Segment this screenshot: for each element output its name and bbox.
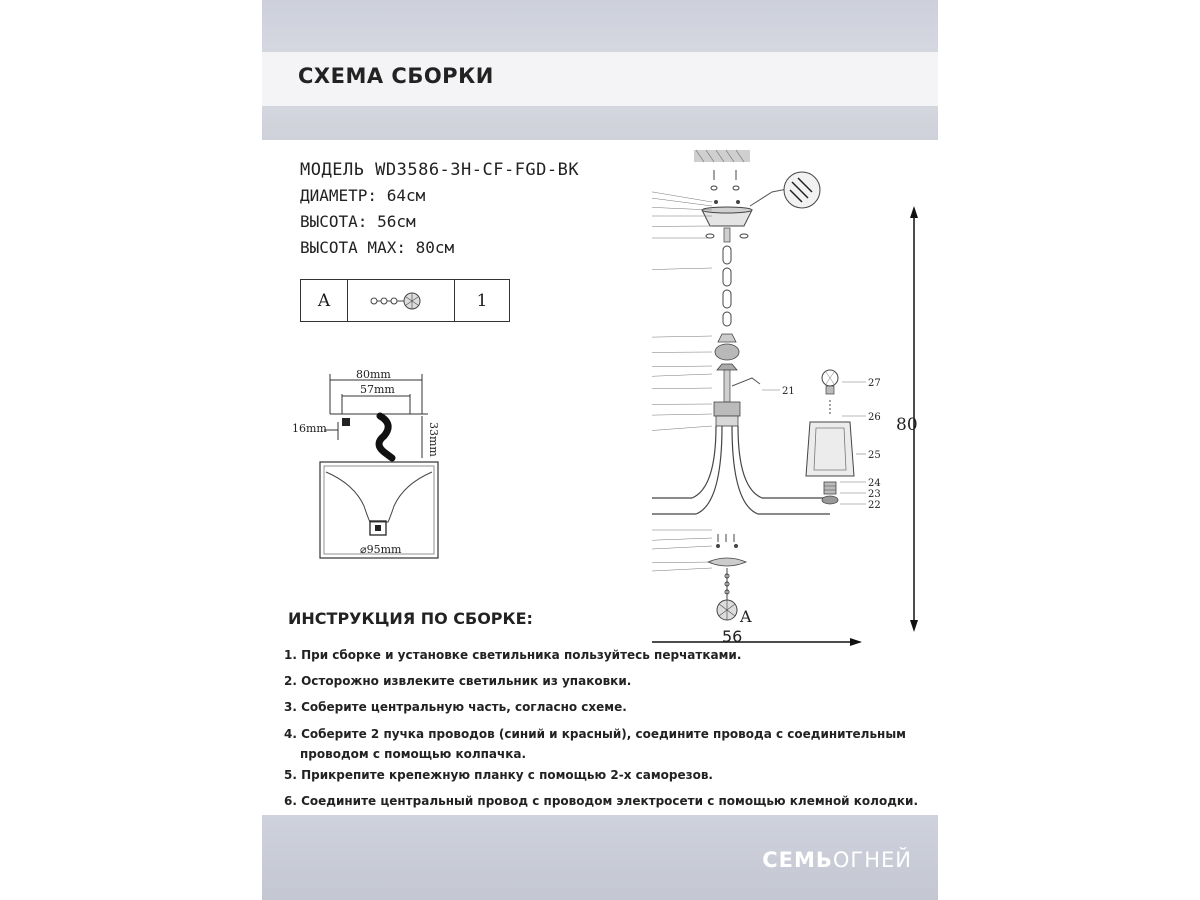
callout-leader	[652, 226, 712, 227]
instructions-title: ИНСТРУКЦИЯ ПО СБОРКЕ:	[288, 609, 533, 628]
callout-leader	[652, 366, 712, 368]
left-callout-labels	[652, 171, 712, 583]
height-label: 80	[896, 415, 918, 435]
brand-bold: СЕМЬ	[762, 848, 833, 872]
ceiling-hatch	[694, 150, 750, 162]
spec-height-max: ВЫСОТА МАХ: 80см	[300, 238, 455, 257]
callout-leader	[652, 538, 712, 544]
width-label: 56	[722, 627, 743, 646]
spec-height: ВЫСОТА: 56см	[300, 212, 416, 231]
callout-leader	[652, 185, 712, 206]
bulb-icon	[822, 370, 838, 394]
parts-table	[300, 279, 510, 322]
right-lamp-shade	[806, 422, 854, 504]
instruction-line: проводом с помощью колпачка.	[300, 747, 527, 761]
spec-diameter: ДИАМЕТР: 64см	[300, 186, 426, 205]
callout-label: 24	[868, 478, 881, 489]
callout-leader	[652, 336, 712, 339]
brand-light: ОГНЕЙ	[832, 848, 912, 872]
hook-shape	[379, 416, 392, 458]
instruction-line: 2. Осторожно извлеките светильник из упаковки.	[284, 674, 632, 688]
brand-logo	[762, 848, 912, 872]
dim-diameter: ⌀95mm	[360, 543, 402, 556]
chain	[723, 246, 731, 326]
dim-height: 33mm	[427, 422, 440, 457]
callout-leader	[652, 268, 712, 272]
callout-leader	[652, 374, 712, 380]
dim-outer: 80mm	[356, 368, 391, 381]
callout-leader	[652, 175, 712, 202]
instruction-line: 6. Соедините центральный провод с проводом электросети с помощью клемной колодки.	[284, 794, 918, 808]
instruction-line: 5. Прикрепите крепежную планку с помощью 2-х саморезов.	[284, 768, 713, 782]
callout-leader	[652, 404, 712, 405]
callout-leader	[652, 562, 712, 564]
callout-leader	[652, 414, 712, 417]
dim-inner: 57mm	[360, 383, 395, 396]
callout-label: 23	[868, 489, 881, 500]
part-code: A	[301, 280, 348, 321]
crystal-pendant-icon	[348, 280, 455, 321]
callout-label: 22	[868, 500, 881, 511]
part-qty: 1	[476, 290, 488, 311]
mount-detail-drawing	[290, 366, 460, 562]
callout-leader	[652, 388, 712, 390]
callout-leader	[652, 352, 712, 353]
page-title: СХЕМА СБОРКИ	[298, 64, 494, 88]
chandelier-exploded-diagram	[652, 148, 922, 648]
assembly-sheet	[262, 0, 938, 900]
callout-label: 26	[868, 412, 881, 423]
callout-label: 25	[868, 450, 881, 461]
callout-label: 27	[868, 378, 881, 389]
callout-leader	[652, 426, 712, 438]
dim-left: 16mm	[292, 422, 327, 435]
instruction-line: 3. Соберите центральную часть, согласно схеме.	[284, 700, 627, 714]
callout-label: 21	[782, 386, 795, 397]
instruction-line: 4. Соберите 2 пучка проводов (синий и красный), соедините провода с соединительным	[284, 727, 906, 741]
mount-plate	[342, 418, 350, 426]
wire-connector-detail	[784, 172, 820, 208]
model-name: МОДЕЛЬ WD3586-3H-CF-FGD-BK	[300, 160, 580, 180]
callout-leader	[652, 568, 712, 576]
callout-leader	[652, 546, 712, 554]
pendant-label: A	[740, 607, 752, 626]
instruction-line: 1. При сборке и установке светильника пользуйтесь перчатками.	[284, 648, 742, 662]
